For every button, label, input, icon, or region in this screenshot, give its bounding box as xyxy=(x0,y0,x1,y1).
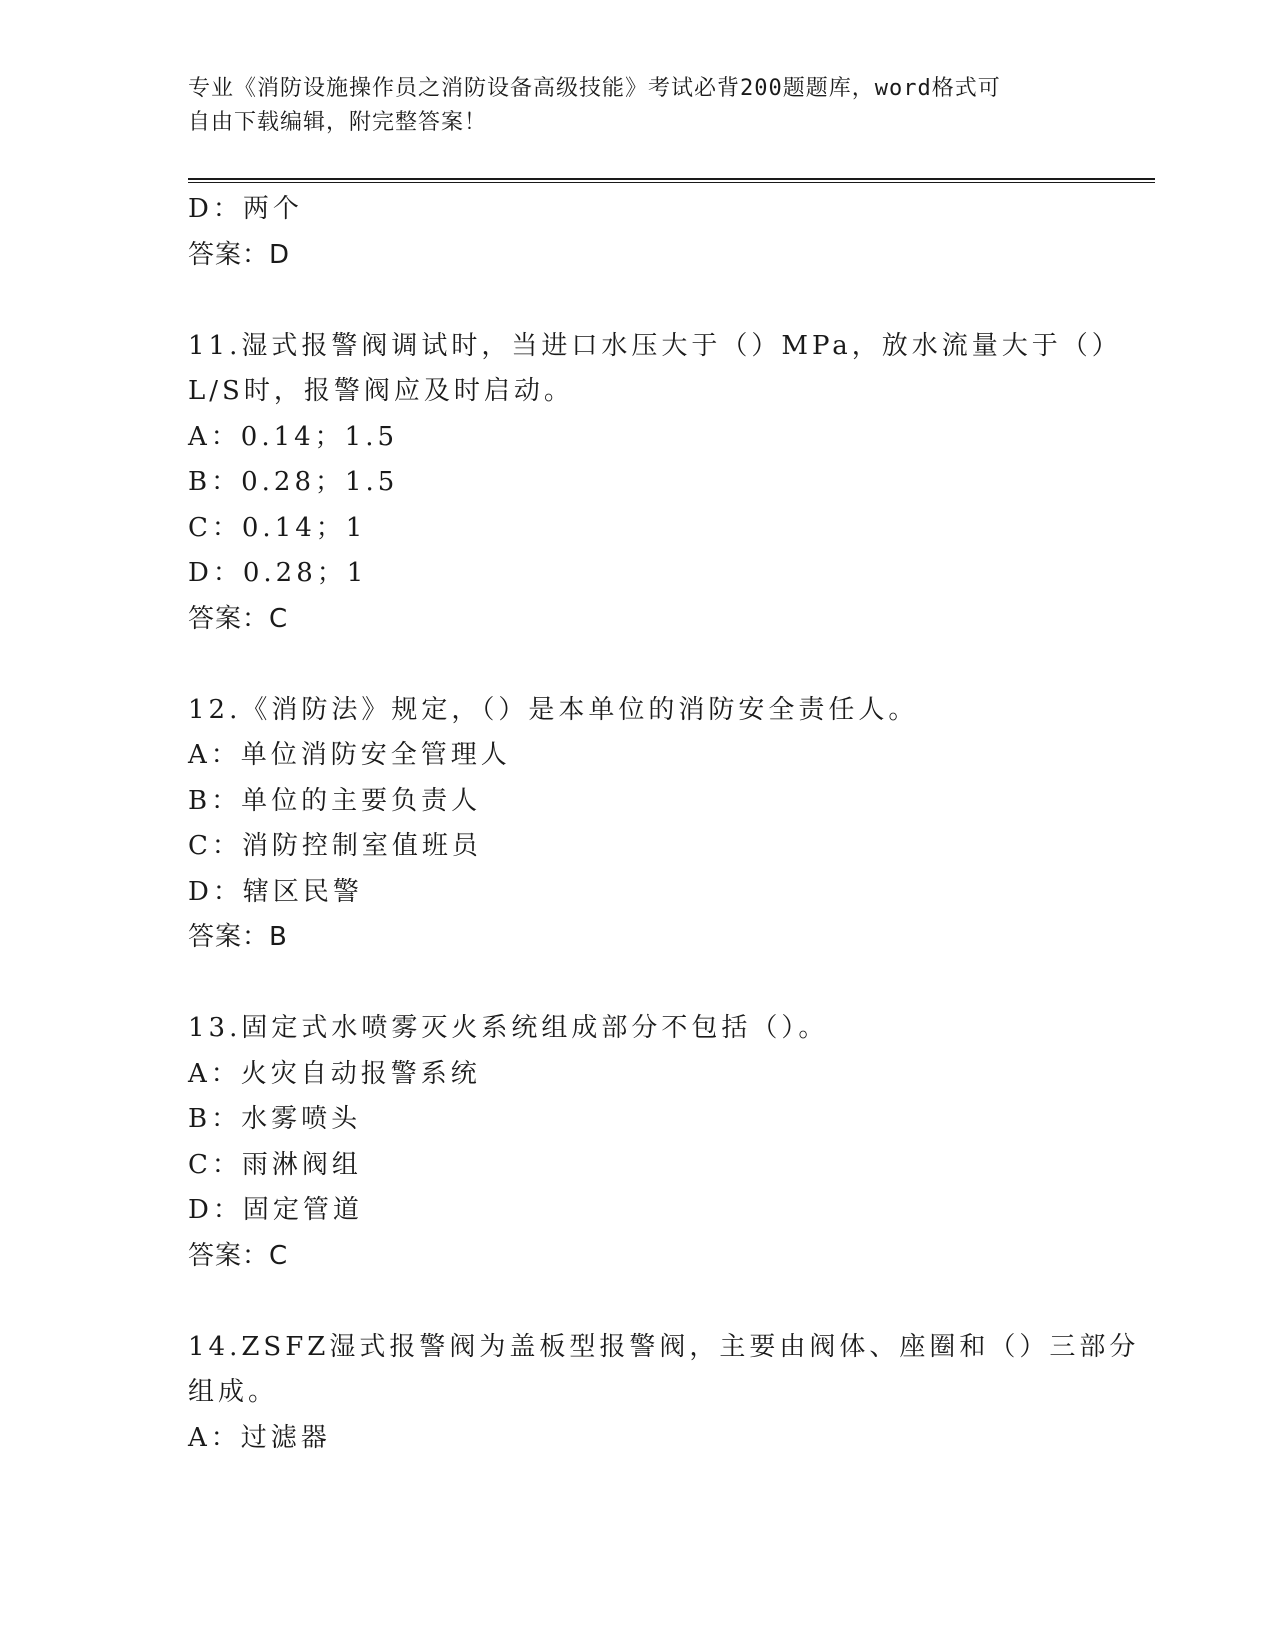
header-rule-thick xyxy=(188,178,1155,180)
option-b: B：单位的主要负责人 xyxy=(188,785,482,816)
question-stem-continued: L/S时，报警阀应及时启动。 xyxy=(188,376,574,406)
spacer xyxy=(188,278,1088,324)
question-stem: 13.固定式水喷雾灭火系统组成部分不包括（）。 xyxy=(188,1013,829,1043)
option-d: D：两个 xyxy=(188,194,303,224)
option-a: A：过滤器 xyxy=(188,1422,331,1453)
option-c: C：0.14；1 xyxy=(188,512,367,543)
question-block-13 xyxy=(188,1006,1088,1279)
header-line-2: 自由下载编辑，附完整答案！ xyxy=(188,110,488,135)
option-d: D：辖区民警 xyxy=(188,876,363,907)
spacer xyxy=(188,642,1088,688)
answer-line: 答案：C xyxy=(188,1240,289,1271)
question-stem-continued: 组成。 xyxy=(188,1377,279,1407)
answer-line: 答案：B xyxy=(188,922,288,952)
question-stem: 14.ZSFZ湿式报警阀为盖板型报警阀，主要由阀体、座圈和（）三部分 xyxy=(188,1331,1140,1362)
option-c: C：雨淋阀组 xyxy=(188,1149,362,1180)
answer-line: 答案：C xyxy=(188,603,289,634)
question-stem: 11.湿式报警阀调试时，当进口水压大于（）MPa，放水流量大于（） xyxy=(188,330,1122,361)
question-block-12 xyxy=(188,688,1088,961)
question-block-11 xyxy=(188,324,1122,643)
option-b: B：水雾喷头 xyxy=(188,1104,362,1134)
option-d: D：固定管道 xyxy=(188,1195,363,1225)
question-block-14 xyxy=(188,1325,1140,1462)
document-header xyxy=(188,72,1068,140)
option-a: A：单位消防安全管理人 xyxy=(188,740,511,770)
option-a: A：火灾自动报警系统 xyxy=(188,1058,481,1089)
question-list xyxy=(188,187,1140,1461)
option-d: D：0.28；1 xyxy=(188,558,368,588)
option-a: A：0.14；1.5 xyxy=(188,421,399,452)
answer-line: 答案：D xyxy=(188,239,291,270)
option-b: B：0.28；1.5 xyxy=(188,467,399,497)
option-c: C：消防控制室值班员 xyxy=(188,831,482,861)
header-rule-thin xyxy=(188,182,1155,183)
question-stem: 12.《消防法》规定，（）是本单位的消防安全责任人。 xyxy=(188,694,919,725)
header-line-1: 专业《消防设施操作员之消防设备高级技能》考试必背200题题库，word格式可 xyxy=(188,76,1001,101)
spacer xyxy=(188,1279,1088,1325)
question-block-10 xyxy=(188,187,1088,278)
spacer xyxy=(188,961,1088,1007)
